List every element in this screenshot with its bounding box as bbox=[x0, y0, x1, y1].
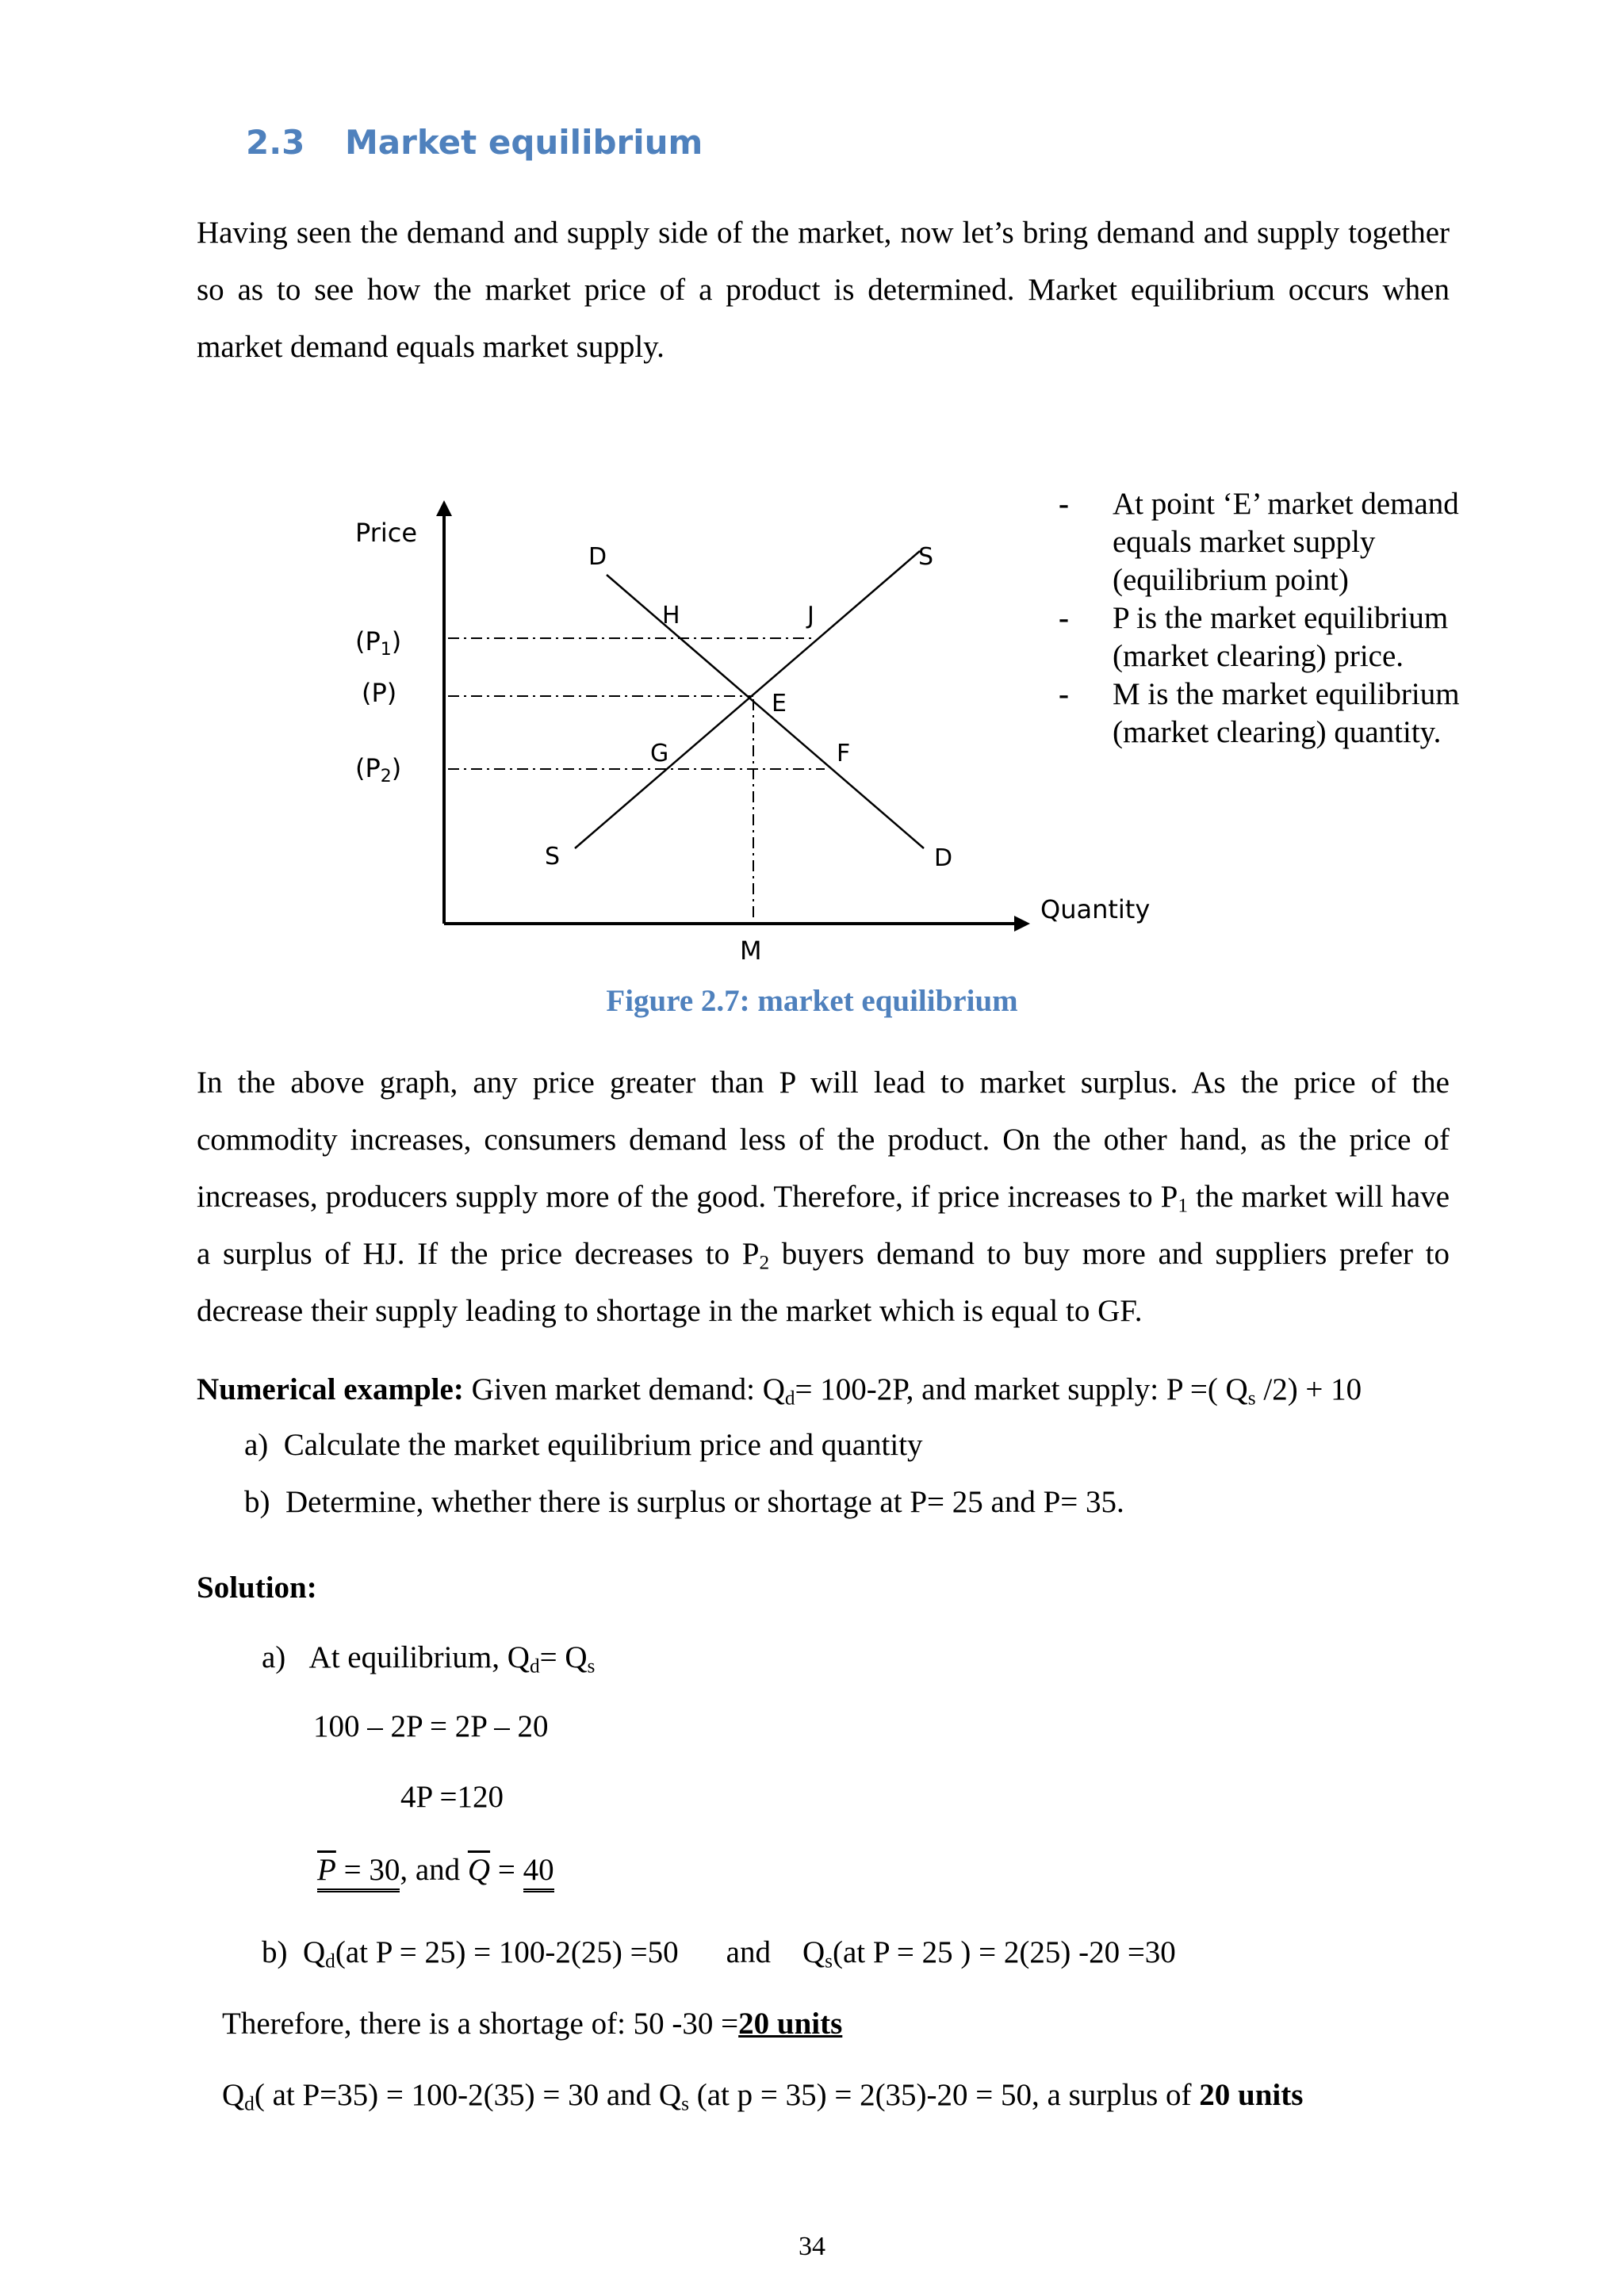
figure-caption: Figure 2.7: market equilibrium bbox=[606, 984, 1018, 1018]
body-text-3: buyers demand to buy more and suppliers prefer to decrease their supply leading to shortage in the market which is equal to GF. bbox=[197, 1237, 1450, 1328]
surplus-q: Q bbox=[222, 2078, 245, 2112]
example-text-2: = 100-2P, and market supply: P =( Q bbox=[795, 1372, 1248, 1406]
example-sub-s: s bbox=[1247, 1387, 1256, 1410]
note-text: At point ‘E’ market demand equals market supply (equilibrium point) bbox=[1113, 487, 1459, 597]
solution-result bbox=[317, 1852, 554, 1888]
solution-a-line bbox=[262, 1640, 596, 1678]
graph-notes bbox=[1059, 485, 1503, 752]
note-text: P is the market equilibrium (market clearing) price. bbox=[1113, 601, 1449, 673]
note-dash: - bbox=[1059, 677, 1069, 711]
point-m-label: M bbox=[740, 936, 762, 966]
p-value: = 30 bbox=[335, 1853, 400, 1887]
solution-a-sub-d: d bbox=[529, 1655, 540, 1678]
example-text-1: Given market demand: Q bbox=[463, 1372, 785, 1406]
price-label-p2: (P2) bbox=[355, 753, 402, 786]
note-item bbox=[1059, 675, 1503, 752]
body-text-2: the market will have a surplus of HJ. If the price decreases to P bbox=[197, 1180, 1450, 1271]
solution-eq-1: 100 – 2P = 2P – 20 bbox=[313, 1709, 549, 1743]
solution-b-q: Q bbox=[802, 1935, 825, 1969]
p-bar: $\overline{P}$ bbox=[317, 1853, 336, 1887]
demand-curve bbox=[607, 575, 924, 848]
price-label-p: (P) bbox=[362, 678, 397, 708]
surplus-line bbox=[222, 2077, 1303, 2113]
solution-a-sub-s: s bbox=[587, 1655, 596, 1678]
price-result bbox=[317, 1853, 400, 1892]
solution-b-sub-d: d bbox=[325, 1950, 335, 1973]
point-j-label: J bbox=[807, 602, 814, 629]
solution-b-line bbox=[262, 1934, 1176, 1973]
solution-b-and: and bbox=[726, 1935, 771, 1969]
body-sub-1: 1 bbox=[1178, 1194, 1188, 1217]
point-g-label: G bbox=[650, 740, 669, 767]
surplus-value: 20 units bbox=[1199, 2078, 1304, 2112]
example-item-a: a) Calculate the market equilibrium price and quantity bbox=[244, 1428, 923, 1462]
note-dash: - bbox=[1059, 601, 1069, 635]
surplus-text-2: (at p = 35) = 2(35)-20 = 50, a surplus of bbox=[688, 2078, 1200, 2112]
note-item bbox=[1059, 599, 1503, 675]
example-statement bbox=[197, 1372, 1362, 1410]
surplus-text-1: ( at P=35) = 100-2(35) = 30 and Q bbox=[254, 2078, 682, 2112]
solution-b-text-1: (at P = 25) = 100-2(25) =50 bbox=[335, 1935, 679, 1969]
body-sub-2: 2 bbox=[759, 1251, 770, 1274]
q-equals: = bbox=[490, 1853, 523, 1887]
x-axis-label: Quantity bbox=[1040, 894, 1151, 924]
solution-b-sub-s: s bbox=[825, 1950, 833, 1973]
solution-eq-2: 4P =120 bbox=[400, 1780, 504, 1814]
supply-label-top: S bbox=[918, 543, 934, 571]
point-e-label: E bbox=[772, 690, 787, 718]
surplus-sub-d: d bbox=[244, 2092, 255, 2115]
solution-b-prefix: b) Q bbox=[262, 1935, 326, 1969]
example-text-3: /2) + 10 bbox=[1255, 1372, 1362, 1406]
page-number: 34 bbox=[799, 2232, 825, 2261]
example-label: Numerical example: bbox=[197, 1372, 464, 1406]
intro-paragraph: Having seen the demand and supply side of the market, now let’s bring demand and supply together so as to see how the market price of a product is determined. Market equilibrium occurs when market demand equals market supply. bbox=[197, 216, 1450, 364]
demand-label-bottom: D bbox=[934, 844, 953, 872]
section-title: Market equilibrium bbox=[345, 123, 703, 162]
example-item-b: b) Determine, whether there is surplus or shortage at P= 25 and P= 35. bbox=[244, 1485, 1124, 1519]
solution-a-text: a) At equilibrium, Q bbox=[262, 1640, 530, 1674]
point-f-label: F bbox=[837, 740, 851, 767]
q-bar: $\overline{Q}$ bbox=[467, 1853, 491, 1887]
shortage-line bbox=[222, 2006, 842, 2042]
supply-curve bbox=[575, 551, 920, 848]
shortage-value: 20 units bbox=[738, 2007, 843, 2041]
demand-label-top: D bbox=[588, 543, 607, 571]
example-sub-d: d bbox=[784, 1387, 795, 1410]
note-text: M is the market equilibrium (market clearing) quantity. bbox=[1113, 677, 1460, 749]
body-paragraph bbox=[197, 1054, 1450, 1340]
price-label-p1: (P1) bbox=[355, 626, 402, 660]
supply-label-bottom: S bbox=[545, 843, 561, 871]
y-axis-label: Price bbox=[355, 518, 418, 548]
shortage-text: Therefore, there is a shortage of: 50 -30 = bbox=[222, 2007, 739, 2041]
solution-a-mid: = Q bbox=[539, 1640, 588, 1674]
solution-b-text-2: (at P = 25 ) = 2(25) -20 =30 bbox=[833, 1935, 1176, 1969]
point-h-label: H bbox=[662, 602, 680, 629]
solution-label: Solution: bbox=[197, 1571, 317, 1605]
and-text: , and bbox=[400, 1853, 468, 1887]
surplus-sub-s: s bbox=[681, 2092, 689, 2115]
note-dash: - bbox=[1059, 487, 1069, 521]
note-item bbox=[1059, 485, 1503, 599]
section-number: 2.3 bbox=[246, 123, 305, 162]
q-value: 40 bbox=[523, 1853, 554, 1892]
body-text-1: In the above graph, any price greater than P will lead to market surplus. As the price of the commodity increases, consumers demand less of the product. On the other hand, as the price of increases, producers supply more of the good. Therefore, if price increases to P bbox=[197, 1066, 1450, 1214]
